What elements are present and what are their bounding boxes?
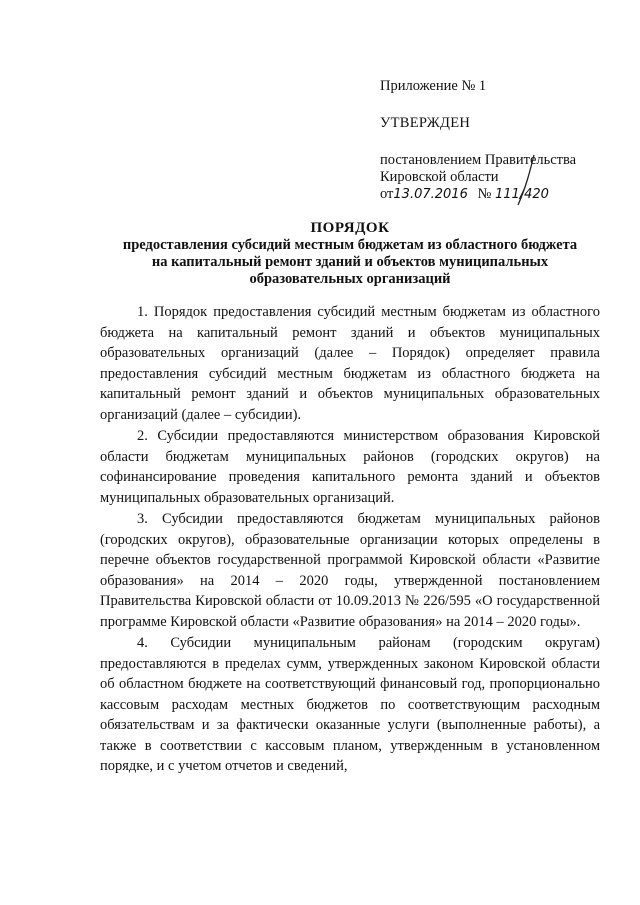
handwritten-date: 13.07.2016: [393, 187, 468, 202]
approved-label: УТВЕРЖДЕН: [380, 115, 471, 131]
paragraph-2: 2. Субсидии предоставляются министерством образования Кировской области бюджетам муниципальных районов (городских округов) на софинансирование проведения капитального ремонта зданий и объектов муниципальных образовательных организаций.: [100, 428, 600, 506]
title-main: ПОРЯДОК: [310, 220, 390, 236]
title-line-1: предоставления субсидий местным бюджетам из областного бюджета: [122, 237, 578, 253]
title-line-2: на капитальный ремонт зданий и объектов муниципальных: [151, 254, 549, 270]
paragraph-4: 4. Субсидии муниципальным районам (городским округам) предоставляются в пределах сумм, утвержденных законом Кировской области об областном бюджете на соответствующий финансовый год, пропорционально кассовым расходам местных бюджетов по соответствующим расходным обязательствам и за фактически оказанные услуги (выполненные работы), а также в соответствии с кассовым планом, утвержденным в установленном порядке, и с учетом отчетов и сведений,: [100, 635, 600, 774]
decree-label: постановлением Правительства: [380, 152, 577, 168]
document-title: [60, 220, 640, 288]
document-body: [100, 302, 600, 777]
date-prefix: от: [380, 186, 394, 202]
region-label: Кировской области: [380, 169, 499, 185]
number-prefix: №: [477, 186, 492, 202]
paragraph-1: 1. Порядок предоставления субсидий местным бюджетам из областного бюджета на капитальный ремонт зданий и объектов муниципальных образовательных организаций (далее – Порядок) определяет правила предоставления субсидий местным бюджетам из областного бюджета на капитальный ремонт зданий и объектов муниципальных образовательных организаций (далее – субсидии).: [100, 304, 600, 423]
handwritten-number: 111/420: [494, 187, 549, 202]
appendix-label: Приложение № 1: [380, 78, 487, 94]
paragraph-3: 3. Субсидии предоставляются бюджетам муниципальных районов (городских округов), образовательные организации которых определены в перечне объектов государственной программой Кировской области «Развитие образования» на 2014 – 2020 годы, утвержденной постановлением Правительства Кировской области от 10.09.2013 № 226/595 «О государственной программе Кировской области «Развитие образования» на 2014 – 2020 годы».: [100, 511, 600, 630]
title-line-3: образовательных организаций: [249, 271, 451, 287]
handwritten-stroke: [508, 153, 538, 208]
